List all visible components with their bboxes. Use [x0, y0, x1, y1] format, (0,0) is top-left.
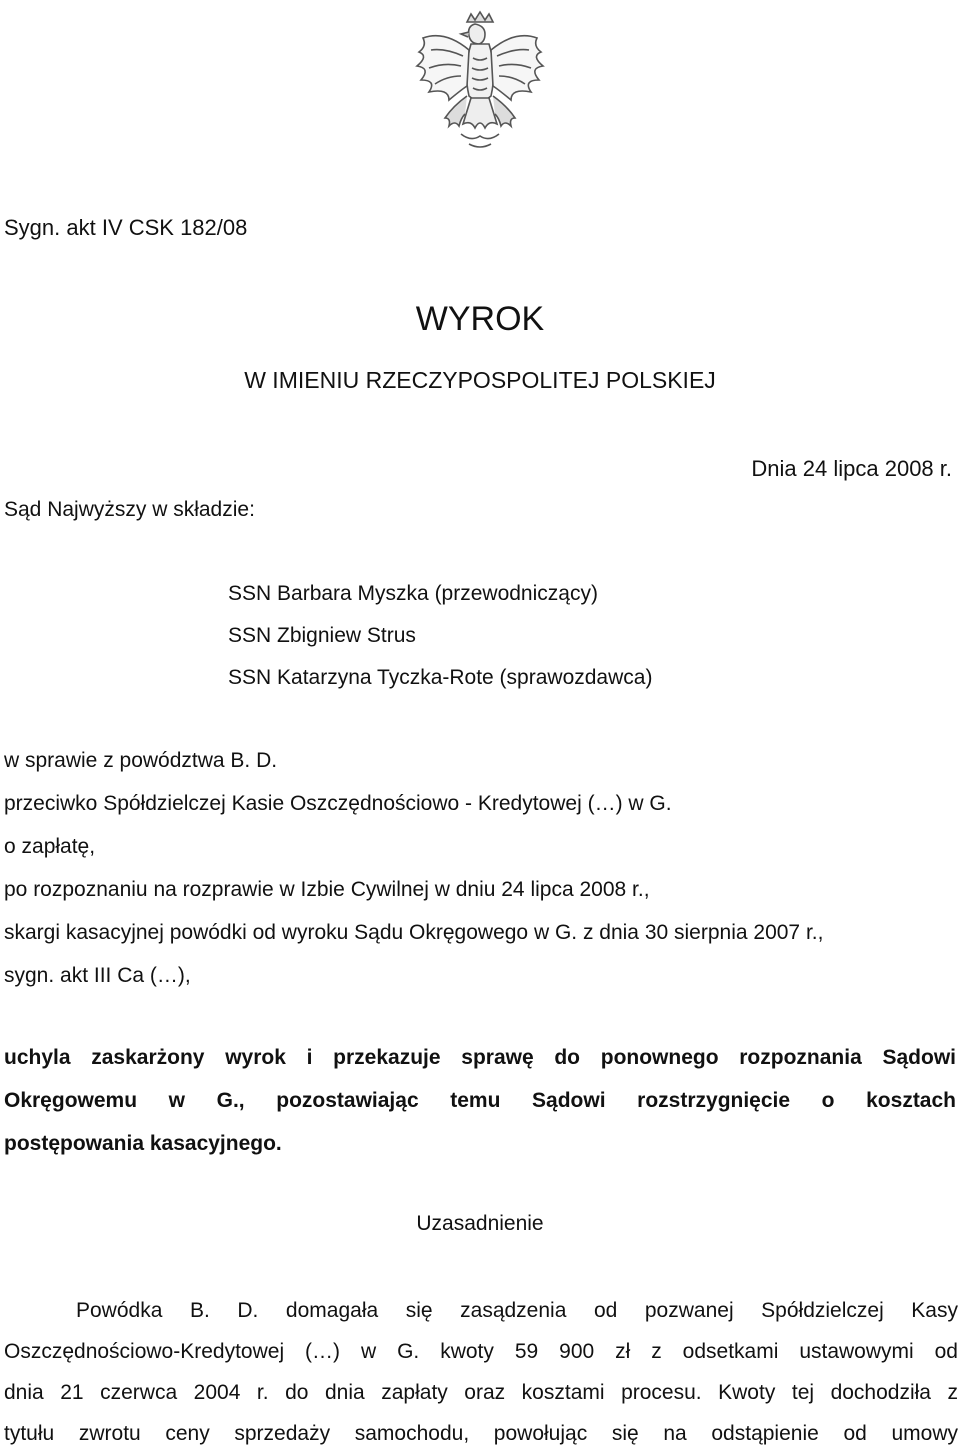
verdict-line: postępowania kasacyjnego.: [4, 1132, 282, 1155]
justification-heading: Uzasadnienie: [416, 1212, 544, 1235]
justification-line: tytułu zwrotu ceny sprzedaży samochodu, powołując się na odstąpienie od umowy: [4, 1422, 958, 1445]
verdict-text: [4, 1036, 956, 1165]
polish-eagle-emblem-icon: [405, 10, 555, 158]
case-defendant: przeciwko Spółdzielczej Kasie Oszczędnościowo - Kredytowej (…) w G.: [4, 792, 672, 815]
justification-text: [4, 1290, 958, 1454]
verdict-line: uchyla zaskarżony wyrok i przekazuje sprawę do ponownego rozpoznania Sądowi: [4, 1046, 956, 1069]
case-hearing: po rozpoznaniu na rozprawie w Izbie Cywilnej w dniu 24 lipca 2008 r.,: [4, 878, 650, 901]
justification-line: Powódka B. D. domagała się zasądzenia od pozwanej Spółdzielczej Kasy: [76, 1299, 958, 1322]
document-title: WYROK: [415, 300, 545, 338]
case-signature: sygn. akt III Ca (…),: [4, 964, 191, 987]
justification-line: Oszczędnościowo-Kredytowej (…) w G. kwoty 59 900 zł z odsetkami ustawowymi od: [4, 1340, 958, 1363]
case-subject: o zapłatę,: [4, 835, 96, 858]
judgment-date: Dnia 24 lipca 2008 r.: [751, 456, 952, 481]
court-composition-label: Sąd Najwyższy w składzie:: [4, 498, 255, 521]
judge-rapporteur: SSN Katarzyna Tyczka-Rote (sprawozdawca): [228, 666, 653, 689]
document-subtitle: W IMIENIU RZECZYPOSPOLITEJ POLSKIEJ: [244, 367, 716, 393]
judge-presiding: SSN Barbara Myszka (przewodniczący): [228, 582, 598, 605]
justification-line: dnia 21 czerwca 2004 r. do dnia zapłaty oraz kosztami procesu. Kwoty tej dochodziła z: [4, 1381, 958, 1404]
case-plaintiff: w sprawie z powództwa B. D.: [4, 749, 278, 772]
verdict-line: Okręgowemu w G., pozostawiając temu Sądowi rozstrzygnięcie o kosztach: [4, 1089, 956, 1112]
case-number: Sygn. akt IV CSK 182/08: [4, 215, 248, 240]
case-appeal: skargi kasacyjnej powódki od wyroku Sądu Okręgowego w G. z dnia 30 sierpnia 2007 r.,: [4, 921, 824, 944]
judge-member: SSN Zbigniew Strus: [228, 624, 416, 647]
